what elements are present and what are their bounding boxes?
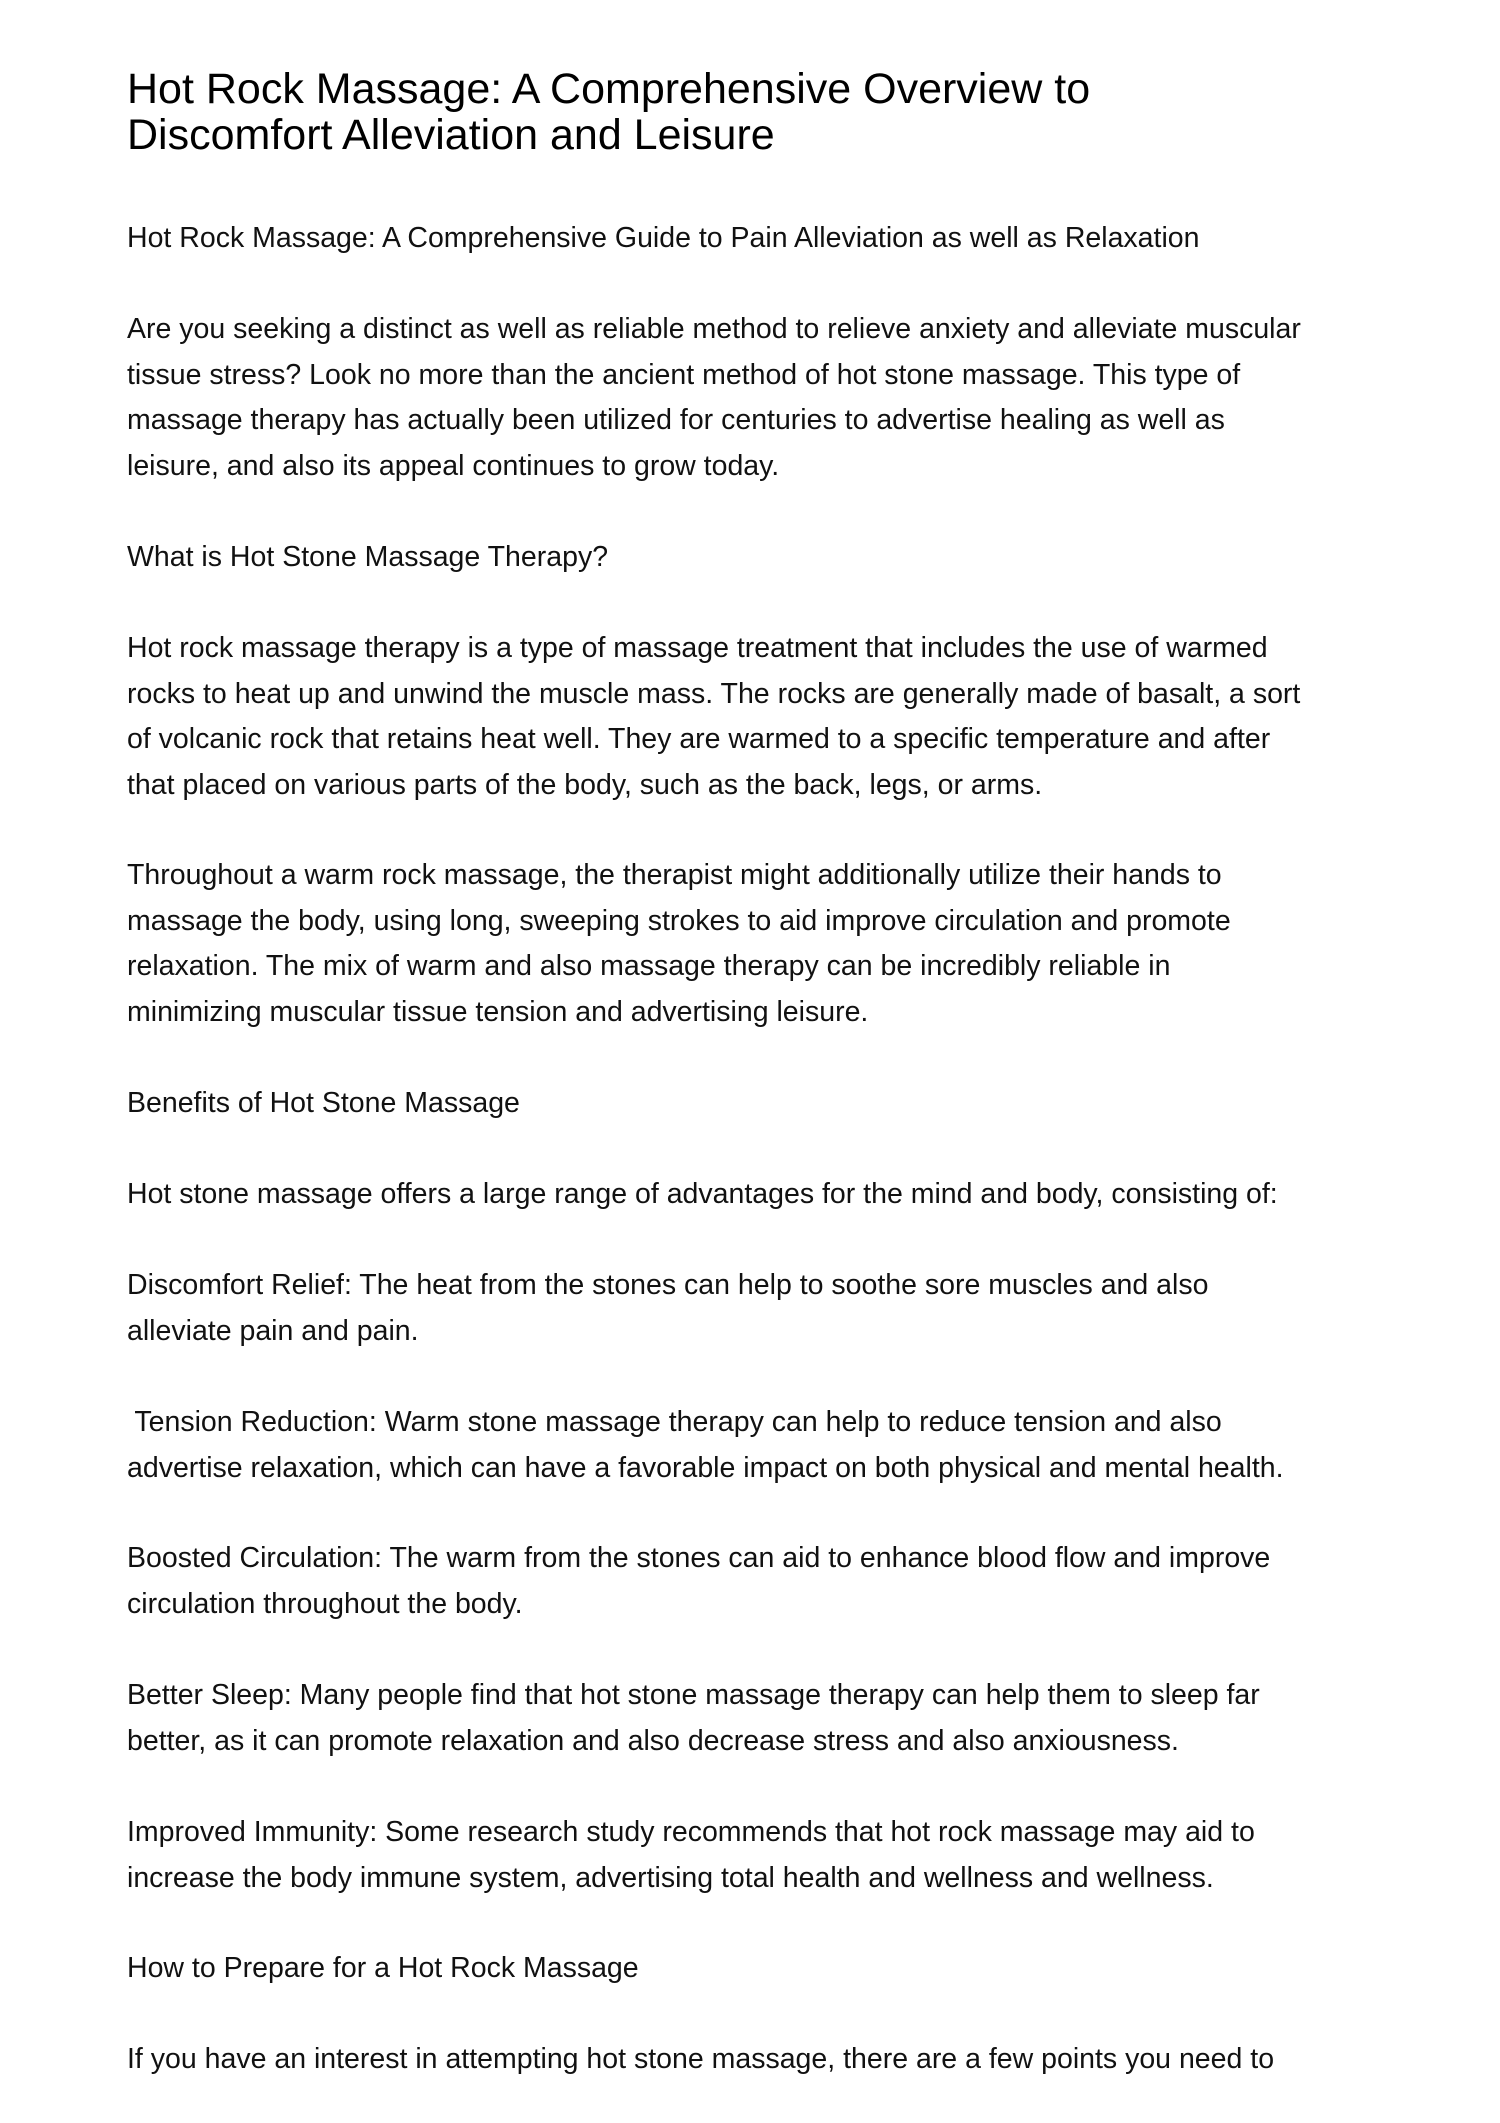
benefit-paragraph — [127, 1536, 1397, 1627]
text-line: Hot stone massage offers a large range of advantages for the mind and body, consisting of: — [127, 1178, 1278, 1210]
text-line: of volcanic rock that retains heat well. They are warmed to a specific temperature and after — [127, 723, 1271, 755]
section-heading — [127, 535, 1397, 581]
text-line: Tension Reduction: Warm stone massage therapy can help to reduce tension and also — [127, 1406, 1222, 1438]
intro-paragraph — [127, 307, 1397, 489]
body-paragraph — [127, 2037, 1397, 2083]
text-line: Discomfort Relief: The heat from the stones can help to soothe sore muscles and also — [127, 1269, 1209, 1301]
text-line: minimizing muscular tissue tension and advertising leisure. — [127, 995, 869, 1028]
text-line: How to Prepare for a Hot Rock Massage — [127, 1952, 639, 1984]
text-line: Hot Rock Massage: A Comprehensive Guide to Pain Alleviation as well as Relaxation — [127, 222, 1200, 254]
title-line: Hot Rock Massage: A Comprehensive Overview to — [127, 65, 1091, 113]
text-line: Improved Immunity: Some research study recommends that hot rock massage may aid to — [127, 1816, 1255, 1848]
text-line: relaxation. The mix of warm and also massage therapy can be incredibly reliable in — [127, 950, 1171, 982]
benefit-paragraph — [127, 1263, 1397, 1354]
text-line: tissue stress? Look no more than the ancient method of hot stone massage. This type of — [127, 358, 1241, 391]
document-title — [127, 66, 1377, 158]
text-line: Boosted Circulation: The warm from the stones can aid to enhance blood flow and improve — [127, 1542, 1271, 1574]
text-line: Throughout a warm rock massage, the therapist might additionally utilize their hands to — [127, 859, 1222, 891]
subtitle-paragraph — [127, 216, 1397, 262]
text-line: advertise relaxation, which can have a favorable impact on both physical and mental health. — [127, 1451, 1284, 1484]
text-line: that placed on various parts of the body, such as the back, legs, or arms. — [127, 768, 1043, 801]
body-paragraph — [127, 853, 1397, 1035]
text-line: massage therapy has actually been utilized for centuries to advertise healing as well as — [127, 404, 1225, 436]
text-line: leisure, and also its appeal continues to grow today. — [127, 449, 780, 482]
text-line: circulation throughout the body. — [127, 1587, 523, 1620]
text-line: Are you seeking a distinct as well as reliable method to relieve anxiety and alleviate muscular — [127, 313, 1301, 345]
text-line: Hot rock massage therapy is a type of massage treatment that includes the use of warmed — [127, 632, 1268, 664]
body-paragraph — [127, 626, 1397, 808]
text-line: What is Hot Stone Massage Therapy? — [127, 541, 609, 573]
text-line: Benefits of Hot Stone Massage — [127, 1087, 520, 1119]
text-line: increase the body immune system, advertising total health and wellness and wellness. — [127, 1861, 1214, 1894]
title-line: Discomfort Alleviation and Leisure — [127, 111, 775, 159]
text-line: better, as it can promote relaxation and also decrease stress and also anxiousness. — [127, 1724, 1179, 1757]
text-line: rocks to heat up and unwind the muscle mass. The rocks are generally made of basalt, a sort — [127, 677, 1301, 710]
text-line: alleviate pain and pain. — [127, 1314, 419, 1347]
body-paragraph — [127, 1172, 1397, 1218]
benefit-paragraph — [127, 1400, 1397, 1491]
section-heading — [127, 1081, 1397, 1127]
text-line: Better Sleep: Many people find that hot stone massage therapy can help them to sleep far — [127, 1679, 1260, 1711]
benefit-paragraph — [127, 1810, 1397, 1901]
section-heading — [127, 1946, 1397, 1992]
benefit-paragraph — [127, 1673, 1397, 1764]
text-line: massage the body, using long, sweeping strokes to aid improve circulation and promote — [127, 904, 1231, 937]
text-line: If you have an interest in attempting hot stone massage, there are a few points you need to — [127, 2043, 1275, 2075]
